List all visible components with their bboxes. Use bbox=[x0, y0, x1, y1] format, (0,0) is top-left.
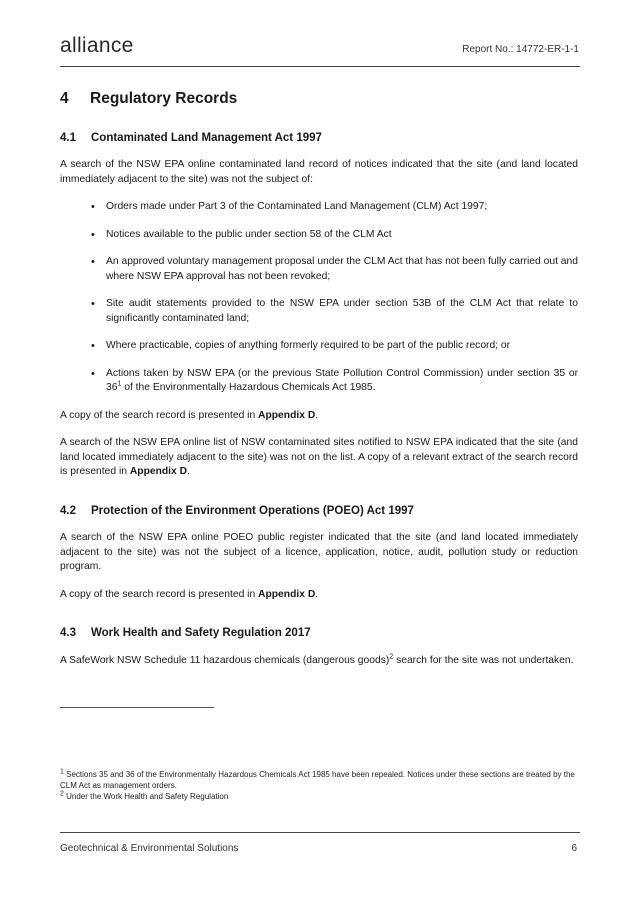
subsection-number: 4.1 bbox=[60, 131, 76, 144]
list-item: • Orders made under Part 3 of the Contaminated Land Management (CLM) Act 1997; bbox=[106, 200, 578, 215]
subsection-title: Protection of the Environment Operations (POEO) Act 1997 bbox=[91, 504, 414, 517]
paragraph bbox=[60, 409, 578, 424]
paragraph-text: . bbox=[315, 588, 319, 600]
footnotes bbox=[60, 769, 580, 802]
paragraph bbox=[60, 654, 578, 669]
appendix-ref: Appendix D bbox=[258, 409, 316, 421]
appendix-ref: Appendix D bbox=[129, 466, 188, 477]
paragraph-text: A SafeWork NSW Schedule 11 hazardous chemicals (dangerous goods) bbox=[60, 654, 390, 666]
list-item bbox=[106, 367, 578, 396]
subsection-title: Work Health and Safety Regulation 2017 bbox=[91, 627, 311, 639]
subsection-heading-4-1 bbox=[60, 131, 578, 146]
footnote-ref: 2 bbox=[389, 653, 394, 661]
section-heading bbox=[60, 92, 578, 107]
report-number: Report No.: 14772-ER-1-1 bbox=[462, 44, 579, 55]
paragraph bbox=[60, 436, 578, 480]
footnote-mark: 1 bbox=[60, 768, 64, 776]
footnote-2 bbox=[60, 791, 580, 802]
subsection-heading-4-2 bbox=[60, 504, 578, 519]
header-divider bbox=[60, 66, 580, 67]
footnote-text: Sections 35 and 36 of the Environmentally Hazardous Chemicals Act 1985 have been repealed. Notices under these sections are treated by the CLM Act as management orders. bbox=[60, 770, 575, 790]
footnote-mark: 2 bbox=[60, 790, 64, 798]
footnote-text: Under the Work Health and Safety Regulation bbox=[63, 792, 229, 801]
list-item-text: of the Environmentally Hazardous Chemicals Act 1985. bbox=[121, 382, 376, 393]
paragraph: A search of the NSW EPA online POEO public register indicated that the site (and land located immediately adjacent to the site) was not the subject of a licence, application, notice, audit, pollution study or reduction program. bbox=[60, 532, 578, 572]
paragraph-text: A copy of the search record is presented in bbox=[60, 409, 259, 421]
paragraph: A search of the NSW EPA online contaminated land record of notices indicated that the site (and land located immediately adjacent to the site) was not the subject of: bbox=[60, 159, 578, 185]
paragraph bbox=[60, 588, 578, 603]
page-number: 6 bbox=[571, 843, 577, 854]
footnote-1 bbox=[60, 769, 580, 791]
main-content bbox=[60, 92, 578, 681]
subsection-title: Contaminated Land Management Act 1997 bbox=[91, 131, 322, 144]
bullet-list bbox=[60, 200, 578, 396]
list-item: • Where practicable, copies of anything formerly required to be part of the public record; or bbox=[106, 339, 578, 354]
paragraph-text: . bbox=[187, 466, 190, 477]
section-title: Regulatory Records bbox=[90, 90, 238, 107]
footer-divider bbox=[60, 832, 580, 833]
paragraph-text: search for the site was not undertaken. bbox=[393, 654, 574, 666]
list-item-text: Actions taken by NSW EPA (or the previous State Pollution Control Commission) under section 35 or 36 bbox=[106, 367, 578, 393]
section-number: 4 bbox=[60, 90, 69, 107]
paragraph-text: A copy of the search record is presented in bbox=[60, 588, 259, 600]
footer-company: Geotechnical & Environmental Solutions bbox=[60, 843, 239, 854]
company-logo: alliance bbox=[60, 34, 134, 57]
list-item: • An approved voluntary management proposal under the CLM Act that has not been fully carried out and where NSW EPA approval has not been revoked; bbox=[106, 255, 578, 284]
list-item: • Site audit statements provided to the NSW EPA under section 53B of the CLM Act that relate to significantly contaminated land; bbox=[106, 297, 578, 326]
subsection-heading-4-3 bbox=[60, 626, 578, 641]
footnote-ref: 1 bbox=[117, 380, 122, 388]
subsection-number: 4.2 bbox=[60, 504, 76, 517]
appendix-ref: Appendix D bbox=[258, 588, 316, 600]
paragraph-text: . bbox=[315, 409, 319, 421]
paragraph-text: A search of the NSW EPA online list of NSW contaminated sites notified to NSW EPA indicated that the site (and land located immediately adjacent to the site) was not on the list. A copy of a relevant extract of the search record is presented in bbox=[60, 437, 578, 477]
subsection-number: 4.3 bbox=[60, 627, 76, 639]
footnote-divider bbox=[60, 707, 214, 708]
list-item: • Notices available to the public under section 58 of the CLM Act bbox=[106, 228, 578, 243]
